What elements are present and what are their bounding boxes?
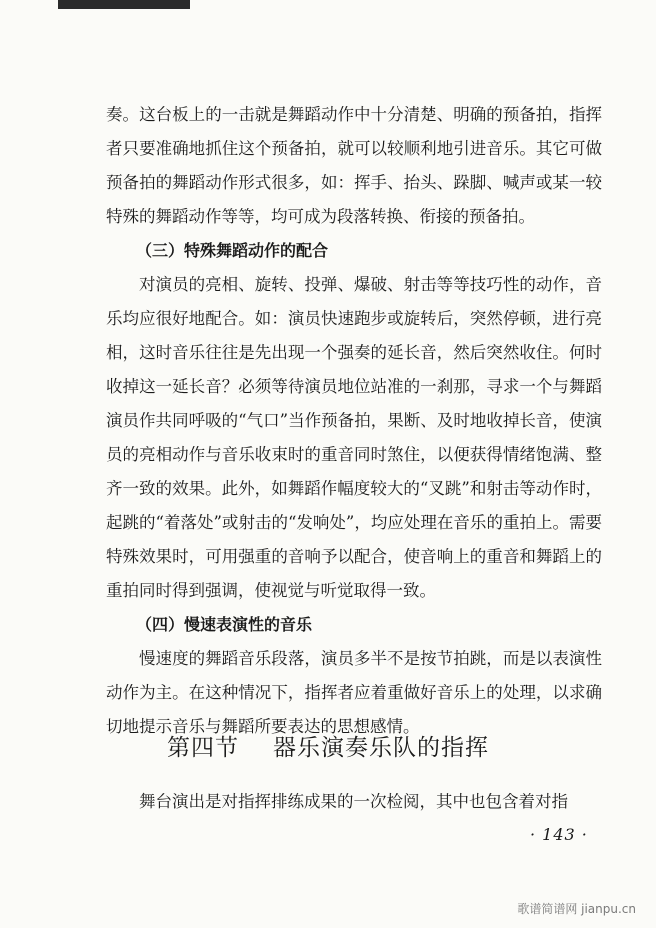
top-edge-bar [58,0,190,9]
body-paragraph: 舞台演出是对指挥排练成果的一次检阅，其中也包含着对指 [139,792,568,811]
watermark: 歌谱简谱网 jianpu.cn [517,902,636,916]
section-number: 第四节 [167,735,239,761]
subsection-heading-4: （四）慢速表演性的音乐 [136,615,313,634]
section-title-text: 器乐演奏乐队的指挥 [273,735,489,761]
closing-text [106,785,602,819]
subsection-heading-3: （三）特殊舞蹈动作的配合 [136,241,329,260]
section-title [0,730,656,766]
page-number: · 143 · [530,825,588,844]
body-paragraph: 对演员的亮相、旋转、投弹、爆破、射击等等技巧性的动作，音乐均应很好地配合。如：演员快速跑步或旋转后，突然停顿，进行亮相，这时音乐往往是先出现一个强奏的延长音，然后突然收住。何时收掉这一延长音？必须等待演员地位站准的一刹那，寻求一个与舞蹈演员作共同呼吸的“气口”当作预备拍，果断、及时地收掉长音，使演员的亮相动作与音乐收束时的重音同时煞住，以便获得情绪饱满、整齐一致的效果。此外，如舞蹈作幅度较大的“叉跳”和射击等动作时，起跳的“着落处”或射击的“发响处”，均应处理在音乐的重拍上。需要特殊效果时，可用强重的音响予以配合，使音响上的重音和舞蹈上的重拍同时得到强调，使视觉与听觉取得一致。 [106,275,602,600]
body-paragraph: 慢速度的舞蹈音乐段落，演员多半不是按节拍跳，而是以表演性动作为主。在这种情况下，指挥者应着重做好音乐上的处理，以求确切地提示音乐与舞蹈所要表达的思想感情。 [106,649,602,736]
body-paragraph: 奏。这台板上的一击就是舞蹈动作中十分清楚、明确的预备拍，指挥者只要准确地抓住这个预备拍，就可以较顺利地引进音乐。其它可做预备拍的舞蹈动作形式很多，如：挥手、抬头、跺脚、喊声或某一较特殊的舞蹈动作等等，均可成为段落转换、衔接的预备拍。 [106,105,602,226]
page-body [106,98,602,744]
